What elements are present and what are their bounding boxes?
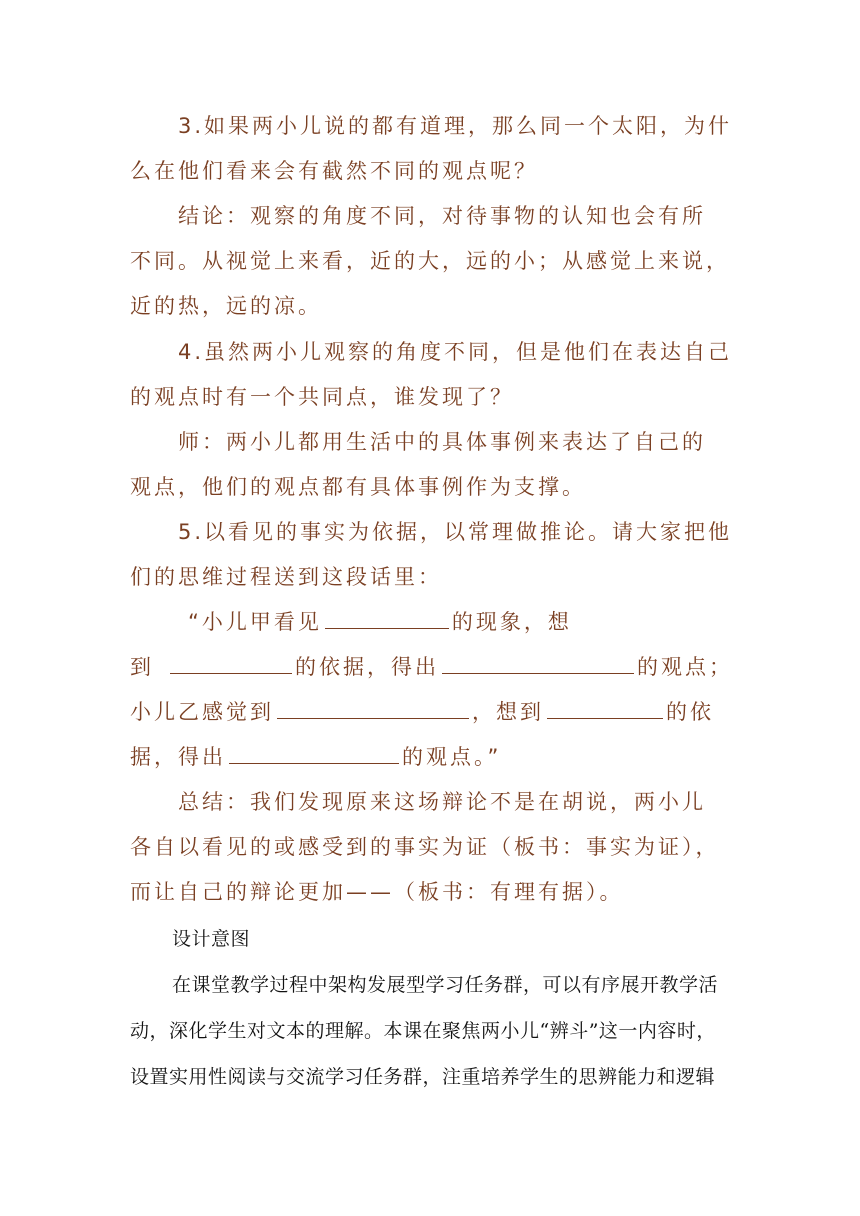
design-line-3: 设置实用性阅读与交流学习任务群，注重培养学生的思辨能力和逻辑 [130, 1066, 716, 1088]
fill-line-2: 到 的依据，得出 的观点； [130, 645, 735, 690]
design-line-2: 动，深化学生对文本的理解。本课在聚焦两小儿“辨斗”这一内容时， [130, 1020, 716, 1042]
blank-2 [170, 651, 292, 674]
blank-5 [547, 696, 663, 719]
design-line-1: 在课堂教学过程中架构发展型学习任务群，可以有序展开教学活 [172, 974, 719, 996]
fill-line-3: 小儿乙感觉到 ，想到 的依 [130, 690, 735, 735]
fill-in-passage [130, 600, 735, 780]
conclusion-paragraph [130, 194, 735, 329]
blank-6 [229, 741, 399, 764]
question-4-line-1: 4.虽然两小儿观察的角度不同，但是他们在表达自己 [178, 340, 733, 364]
teacher-paragraph [130, 420, 735, 510]
blank-1 [325, 606, 449, 629]
summary-line-1: 总结：我们发现原来这场辩论不是在胡说，两小儿 [178, 790, 706, 814]
question-3-line-2: 么在他们看来会有截然不同的观点呢？ [130, 159, 538, 183]
summary-paragraph [130, 780, 735, 915]
question-4 [130, 330, 735, 420]
design-intent-paragraph [130, 962, 735, 1100]
question-5 [130, 510, 735, 600]
question-5-line-1: 5.以看见的事实为依据，以常理做推论。请大家把他 [178, 520, 733, 544]
summary-line-3: 而让自己的辩论更加——（板书：有理有据）。 [130, 880, 624, 904]
blank-4 [277, 696, 469, 719]
fill-line-4: 据，得出 的观点。” [130, 735, 735, 780]
blank-3 [442, 651, 634, 674]
question-3-line-1: 3.如果两小儿说的都有道理，那么同一个太阳，为什 [178, 114, 733, 138]
summary-line-2: 各自以看见的或感受到的事实为证（板书：事实为证）， [130, 835, 720, 859]
teacher-line-2: 观点，他们的观点都有具体事例作为支撑。 [130, 475, 586, 499]
question-5-line-2: 们的思维过程送到这段话里： [130, 565, 442, 589]
conclusion-line-1: 结论：观察的角度不同，对待事物的认知也会有所 [178, 204, 706, 228]
conclusion-line-2: 不同。从视觉上来看，近的大，远的小；从感觉上来说， [130, 249, 730, 273]
design-intent-heading: 设计意图 [172, 928, 251, 950]
conclusion-line-3: 近的热，远的凉。 [130, 294, 322, 318]
teacher-line-1: 师：两小儿都用生活中的具体事例来表达了自己的 [178, 430, 706, 454]
question-4-line-2: 的观点时有一个共同点，谁发现了？ [130, 385, 514, 409]
question-3 [130, 104, 735, 194]
fill-line-1: “小儿甲看见 的现象，想 [130, 600, 735, 645]
